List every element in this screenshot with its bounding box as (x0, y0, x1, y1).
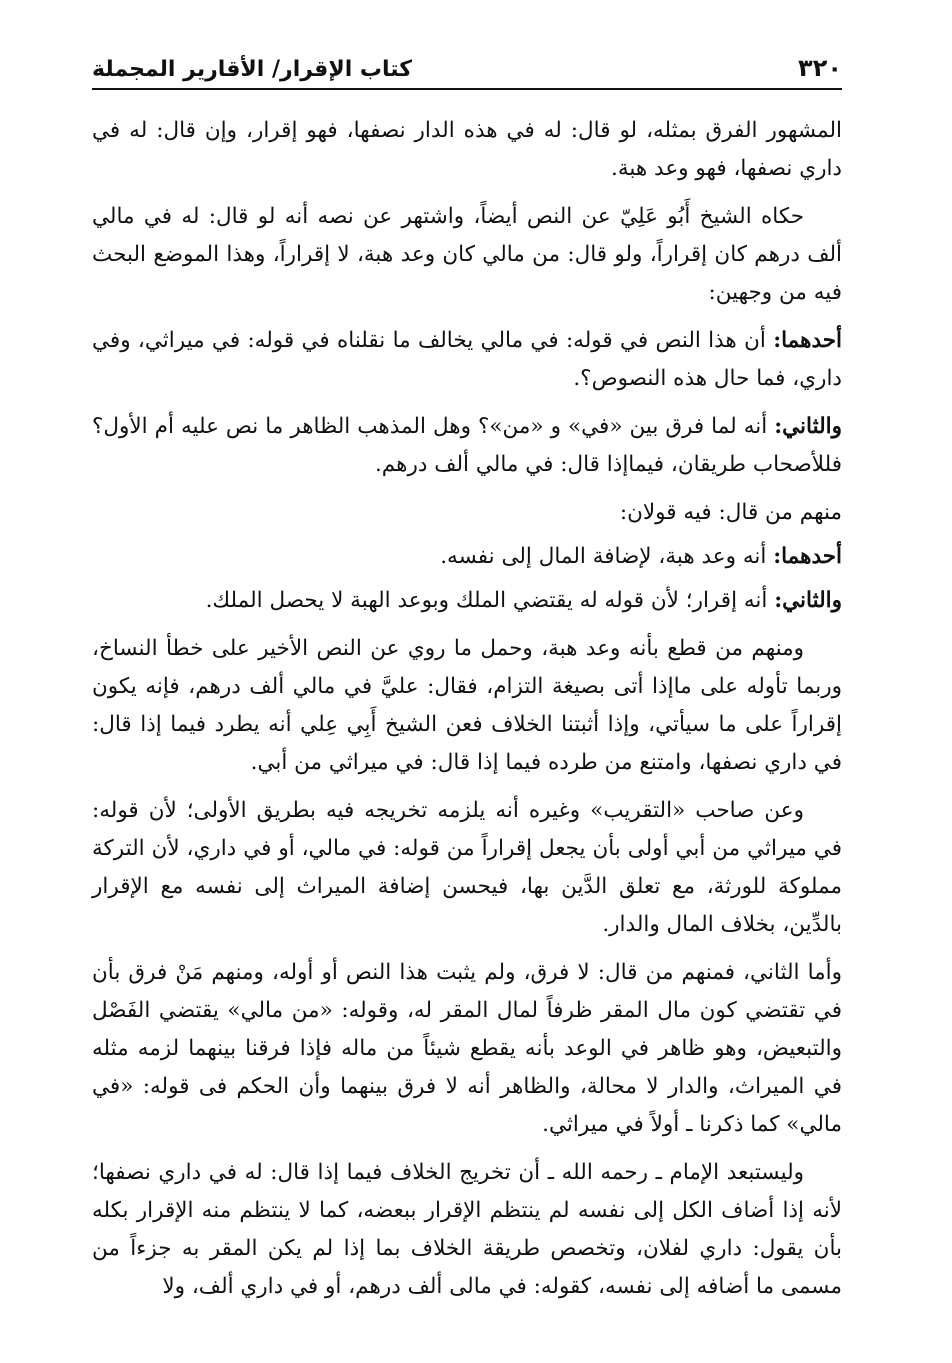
paragraph-text: أن هذا النص في قوله: في مالي يخالف ما نقلناه في قوله: في ميراثي، وفي داري، فما حال هذه النصوص؟. (92, 328, 842, 391)
paragraph-5 (92, 494, 842, 532)
paragraph-lead: والثاني: (774, 414, 842, 439)
paragraph-4 (92, 408, 842, 484)
paragraph-text: المشهور الفرق بمثله، لو قال: له في هذه الدار نصفها، فهو إقرار، وإن قال: له في داري نصفها، فهو وعد هبة. (92, 118, 842, 181)
paragraph-2 (92, 198, 842, 312)
paragraph-10 (92, 954, 842, 1144)
paragraph-text: ومنهم من قطع بأنه وعد هبة، وحمل ما روي عن النص الأخير على خطأ النساخ، وربما تأوله على ماإذا أتى بصيغة التزام، فقال: عليَّ في مالي ألف درهم، فإنه يكون إقراراً على ما سيأتي، وإذا أثبتنا الخلاف فعن الشيخ أَبِي عِلي أنه يطرد فيما إذا قال: في داري نصفها، وامتنع من طرده فيما إذا قال: في ميراثي من أبي. (92, 636, 842, 775)
paragraph-text: أنه لما فرق بين «في» و «من»؟ وهل المذهب الظاهر ما نص عليه أم الأول؟ فللأصحاب طريقان، فيماإذا قال: في مالي ألف درهم. (92, 414, 842, 477)
paragraph-7 (92, 582, 842, 620)
paragraph-text: وليستبعد الإمام ـ رحمه الله ـ أن تخريج الخلاف فيما إذا قال: له في داري نصفها؛ لأنه إذا أضاف الكل إلى نفسه لم ينتظم الإقرار ببعضه، كما لا ينتظم منه الإقرار بكله بأن يقول: داري لفلان، وتخصص طريقة الخلاف بما إذا لم يكن المقر به جزءاً من مسمى ما أضافه إلى نفسه، كقوله: في مالى ألف درهم، أو في داري ألف، ولا (92, 1160, 842, 1299)
paragraph-text: أنه إقرار؛ لأن قوله له يقتضي الملك وبوعد الهبة لا يحصل الملك. (205, 588, 775, 613)
paragraph-text: حكاه الشيخ أَبُو عَلِيّ عن النص أيضاً، واشتهر عن نصه أنه لو قال: له في مالي ألف درهم كان إقراراً، ولو قال: من مالي كان وعد هبة، لا إقراراً، وهذا الموضع البحث فيه من وجهين: (92, 204, 842, 305)
paragraph-lead: أحدهما: (773, 544, 842, 569)
paragraph-11 (92, 1154, 842, 1306)
paragraph-text: وأما الثاني، فمنهم من قال: لا فرق، ولم يثبت هذا النص أو أوله، ومنهم مَنْ فرق بأن في تقتضي كون مال المقر ظرفاً لمال المقر له، وقوله: «من مالي» يقتضي الفَصْل والتبعيض، وهو ظاهر في الوعد بأنه يقطع شيئاً من ماله فإذا فرقنا بينهما لزمه مثله في الميراث، والدار لا محالة، والظاهر أنه لا فرق بينهما وأن الحكم فى قوله: «في مالي» كما ذكرنا ـ أولاً في ميراثي. (92, 960, 842, 1137)
paragraph-text: أنه وعد هبة، لإضافة المال إلى نفسه. (440, 544, 774, 569)
book-page (92, 50, 842, 1350)
paragraph-lead: أحدهما: (773, 328, 842, 353)
paragraph-9 (92, 792, 842, 944)
page-number: ٣٢٠ (798, 54, 842, 82)
paragraph-6 (92, 538, 842, 576)
body-text (92, 112, 842, 1306)
running-header (92, 50, 842, 90)
paragraph-3 (92, 322, 842, 398)
paragraph-lead: والثاني: (774, 588, 842, 613)
paragraph-text: وعن صاحب «التقريب» وغيره أنه يلزمه تخريجه فيه بطريق الأولى؛ لأن قوله: في ميراثي من أبي أولى بأن يجعل إقراراً من قوله: في مالي، أو في داري، لأن التركة مملوكة للورثة، مع تعلق الدَّين بها، فيحسن إضافة الميراث إلى نفسه مع الإقرار بالدِّين، بخلاف المال والدار. (92, 798, 842, 937)
paragraph-1 (92, 112, 842, 188)
chapter-title: كتاب الإقرار/ الأقارير المجملة (92, 57, 413, 82)
paragraph-text: منهم من قال: فيه قولان: (619, 500, 842, 525)
paragraph-8 (92, 630, 842, 782)
